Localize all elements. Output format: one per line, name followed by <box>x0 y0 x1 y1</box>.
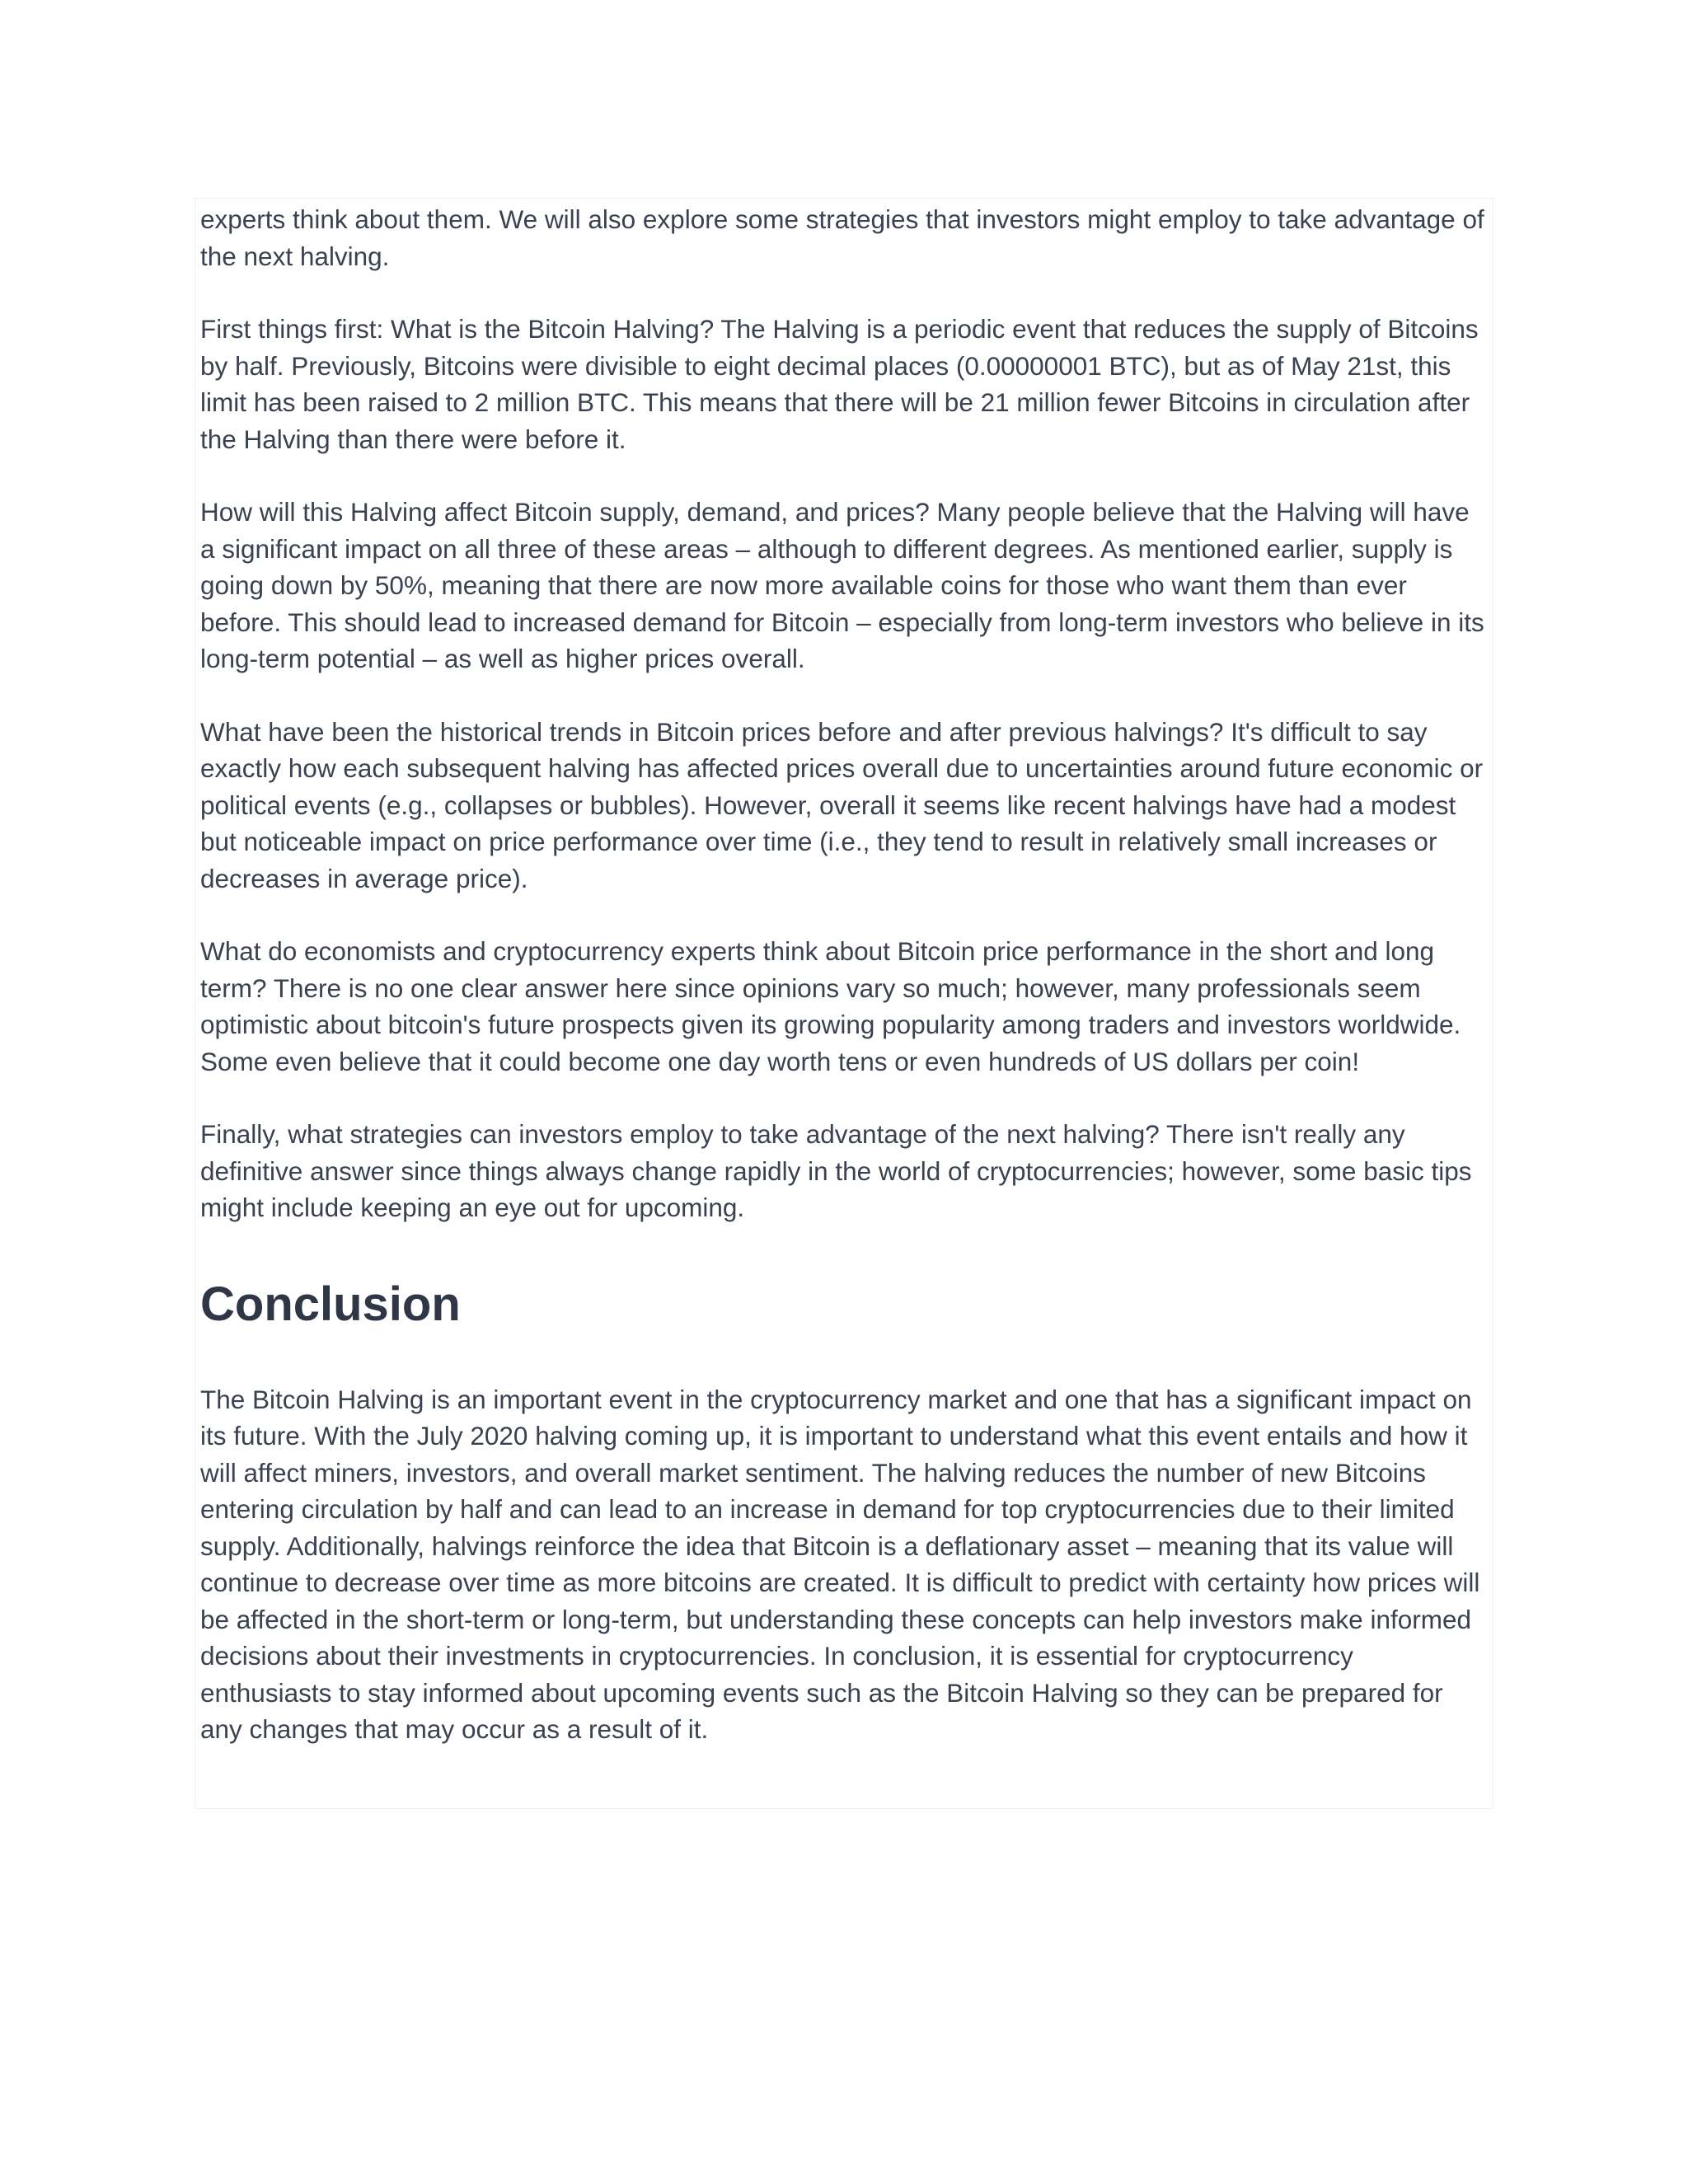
paragraph-what-is-halving: First things first: What is the Bitcoin Halving? The Halving is a periodic event that reduces the supply of Bitcoins by half. Previously, Bitcoins were divisible to eight decimal places (0.00000001 BTC), but as of May 21st, this limit has been raised to 2 million BTC. This means that there will be 21 million fewer Bitcoins in circulation after the Halving than there were before it. <box>200 314 1479 454</box>
paragraph-expert-opinions: What do economists and cryptocurrency experts think about Bitcoin price performance in the short and long term? There is no one clear answer here since opinions vary so much; however, many professionals seem optimistic about bitcoin's future prospects given its growing popularity among traders and investors worldwide. Some even believe that it could become one day worth tens or even hundreds of US dollars per coin! <box>200 936 1461 1076</box>
paragraph-historical-trends: What have been the historical trends in Bitcoin prices before and after previous halvings? It's difficult to say exactly how each subsequent halving has affected prices overall due to uncertainties around future economic or political events (e.g., collapses or bubbles). However, overall it seems like recent halvings have had a modest but noticeable impact on price performance over time (i.e., they tend to result in relatively small increases or decreases in average price). <box>200 716 1484 893</box>
paragraph-intro-continuation: experts think about them. We will also explore some strategies that investors might employ to take advantage of the next halving. <box>200 204 1484 271</box>
conclusion-heading: Conclusion <box>200 1277 461 1331</box>
paragraph-supply-demand-prices: How will this Halving affect Bitcoin supply, demand, and prices? Many people believe that the Halving will have a significant impact on all three of these areas – although to different degrees. As mentioned earlier, supply is going down by 50%, meaning that there are now more available coins for those who want them than ever before. This should lead to increased demand for Bitcoin – especially from long-term investors who believe in its long-term potential – as well as higher prices overall. <box>200 497 1484 673</box>
article-body <box>195 198 1493 1809</box>
paragraph-investor-strategies: Finally, what strategies can investors employ to take advantage of the next halving? There isn't really any definitive answer since things always change rapidly in the world of cryptocurrencies; however, some basic tips might include keeping an eye out for upcoming. <box>200 1119 1472 1222</box>
paragraph-conclusion: The Bitcoin Halving is an important event in the cryptocurrency market and one that has a significant impact on its future. With the July 2020 halving coming up, it is important to understand what this event entails and how it will affect miners, investors, and overall market sentiment. The halving reduces the number of new Bitcoins entering circulation by half and can lead to an increase in demand for top cryptocurrencies due to their limited supply. Additionally, halvings reinforce the idea that Bitcoin is a deflationary asset – meaning that its value will continue to decrease over time as more bitcoins are created. It is difficult to predict with certainty how prices will be affected in the short-term or long-term, but understanding these concepts can help investors make informed decisions about their investments in cryptocurrencies. In conclusion, it is essential for cryptocurrency enthusiasts to stay informed about upcoming events such as the Bitcoin Halving so they can be prepared for any changes that may occur as a result of it. <box>200 1384 1480 1744</box>
